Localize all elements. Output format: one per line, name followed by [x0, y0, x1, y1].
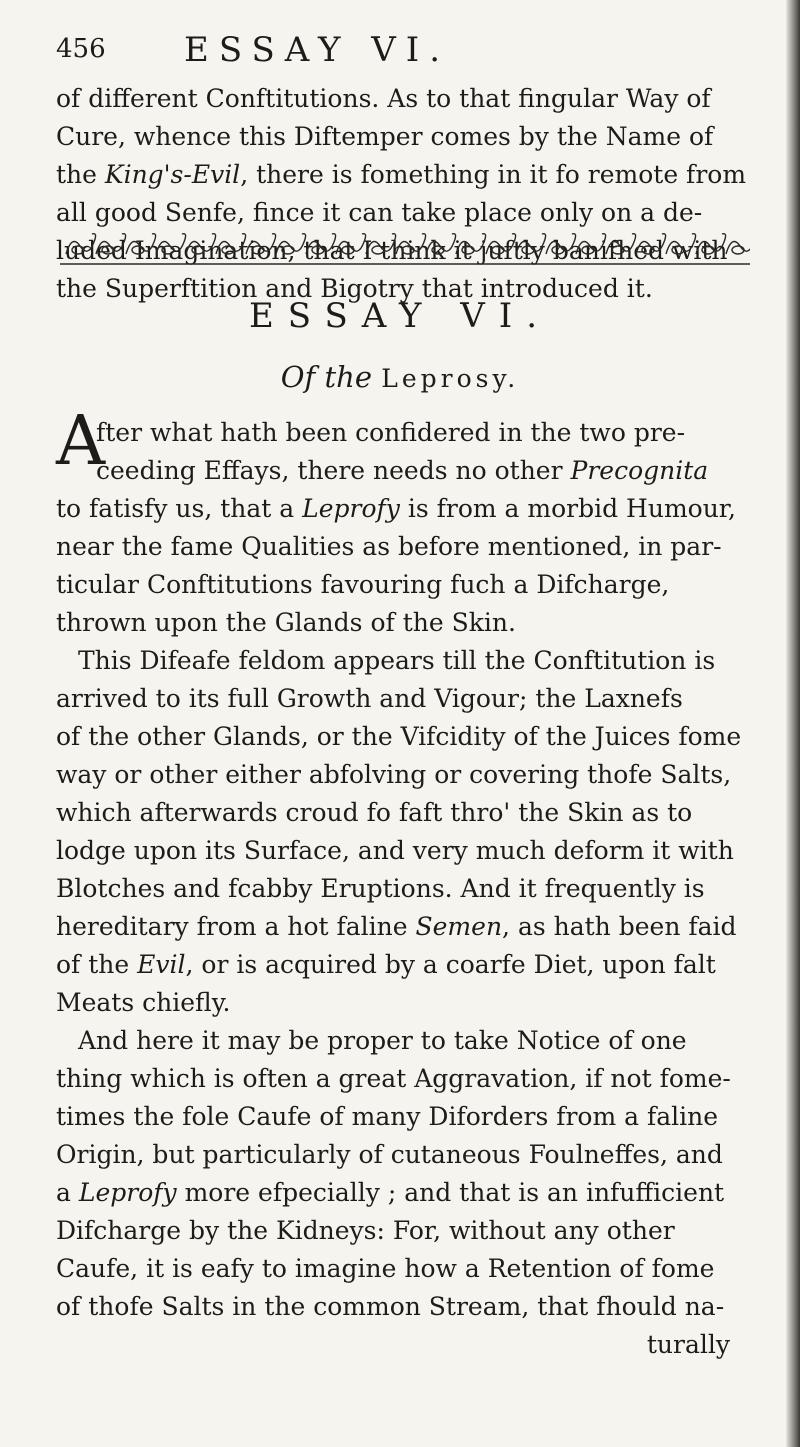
text-run: Blotches and fcabby Eruptions. And it frequently is	[56, 874, 705, 903]
ornament-loop	[282, 246, 294, 254]
text-run: times the fole Caufe of many Diforders from a faline	[56, 1102, 719, 1131]
catchword-line	[56, 1326, 756, 1364]
text-run: of the other Glands, or the Vifcidity of the Juices fome	[56, 722, 742, 751]
ornament-flourish	[66, 234, 96, 254]
text-run: Meats chiefly.	[56, 988, 231, 1017]
text-run: a	[56, 1178, 79, 1207]
text-run: more efpecially ; and that is an infufficient	[176, 1178, 725, 1207]
ornament-flourish	[246, 234, 276, 254]
italic-text-run: King's-Evil	[104, 160, 241, 189]
ornament-flourish	[666, 234, 696, 254]
essay-subtitle	[0, 360, 800, 394]
ornament-loop	[522, 246, 534, 254]
ornament-loop	[252, 246, 264, 254]
page-edge-shadow	[786, 0, 800, 1447]
text-run: , there is fomething in it fo remote from	[240, 160, 747, 189]
text-line: of different Conftitutions. As to that fingular Way of	[56, 84, 711, 113]
italic-text-run: Semen	[415, 912, 503, 941]
ornament-loop	[672, 246, 684, 254]
text-run: This Difeafe feldom appears till the Conftitution is	[78, 646, 716, 675]
ornament-flourish	[186, 234, 216, 254]
text-line	[56, 984, 756, 1022]
text-line: luded Imagination, that I think it juftly banifhed with	[56, 236, 728, 265]
ornament-loop	[552, 246, 564, 254]
text-line	[56, 642, 756, 680]
subtitle-prefix: Of the	[280, 360, 373, 394]
ornament-loop	[462, 246, 474, 254]
text-run: to fatisfy us, that a	[56, 494, 303, 523]
text-line	[56, 756, 756, 794]
catchword: turally	[646, 1330, 730, 1359]
text-run: fter what hath been confidered in the two pre-	[96, 418, 686, 447]
text-line	[56, 870, 756, 908]
ornament-loop	[432, 246, 444, 254]
text-run: ceeding Effays, there needs no other	[96, 456, 571, 485]
ornament-flourish	[696, 234, 726, 254]
essay-body-text	[56, 414, 756, 1326]
ornament-loop	[372, 246, 384, 254]
text-line	[56, 1250, 756, 1288]
ornament-flourish	[486, 234, 516, 254]
ornament-loop	[132, 246, 144, 254]
text-line	[56, 566, 756, 604]
text-run: arrived to its full Growth and Vigour; the Laxnefs	[56, 684, 683, 713]
text-line	[56, 528, 756, 566]
text-run: ticular Conftitutions favouring fuch a Difcharge,	[56, 570, 670, 599]
text-run: Origin, but particularly of cutaneous Foulneffes, and	[56, 1140, 723, 1169]
text-line	[56, 680, 756, 718]
ornament-flourish	[96, 234, 126, 254]
ornament-loop	[702, 246, 714, 254]
text-line	[56, 1174, 756, 1212]
ornament-loop	[162, 246, 174, 254]
text-line	[56, 414, 756, 452]
text-line	[56, 156, 756, 194]
ornament-flourish	[216, 234, 246, 254]
text-line	[56, 1098, 756, 1136]
ornament-loop	[312, 246, 324, 254]
ornament-loop	[582, 246, 594, 254]
text-line	[56, 718, 756, 756]
ornament-flourish	[126, 234, 156, 254]
text-run: , or is acquired by a coarfe Diet, upon falt	[185, 950, 716, 979]
ornament-flourish	[456, 234, 486, 254]
text-run: lodge upon its Surface, and very much deform it with	[56, 836, 734, 865]
ornament-loop	[72, 246, 84, 254]
ornament-flourish	[156, 234, 186, 254]
text-line	[56, 452, 756, 490]
drop-capital: A	[56, 402, 106, 481]
text-line: the Superftition and Bigotry that introduced it.	[56, 274, 653, 303]
text-line	[56, 1212, 756, 1250]
text-line	[56, 1022, 756, 1060]
ornament-flourish	[306, 234, 336, 254]
text-line	[56, 946, 756, 984]
decorative-ornament-band	[60, 226, 750, 270]
text-run: way or other either abfolving or covering thofe Salts,	[56, 760, 732, 789]
text-line	[56, 1136, 756, 1174]
italic-text-run: Leprofy	[78, 1178, 177, 1207]
ornament-loop	[102, 246, 114, 254]
text-run: Difcharge by the Kidneys: For, without any other	[56, 1216, 675, 1245]
text-line	[56, 490, 756, 528]
text-run: hereditary from a hot faline	[56, 912, 416, 941]
text-run: is from a morbid Humour,	[399, 494, 736, 523]
text-line	[56, 908, 756, 946]
text-run: of thofe Salts in the common Stream, that fhould na-	[56, 1292, 725, 1321]
ornament-loop	[222, 246, 234, 254]
text-line: Cure, whence this Diftemper comes by the Name of	[56, 122, 714, 151]
running-title: ESSAY VI.	[184, 30, 451, 70]
ornament-loop	[492, 246, 504, 254]
text-line	[56, 604, 756, 642]
ornament-flourish	[576, 234, 606, 254]
ornament-flourish	[606, 234, 636, 254]
text-run: Caufe, it is eafy to imagine how a Retention of fome	[56, 1254, 715, 1283]
text-run: thing which is often a great Aggravation, if not fome-	[56, 1064, 731, 1093]
text-line	[56, 794, 756, 832]
ornament-flourish	[426, 234, 456, 254]
italic-text-run: Leprofy	[302, 494, 400, 523]
page-number: 456	[56, 34, 106, 64]
text-run: near the fame Qualities as before mentioned, in par-	[56, 532, 722, 561]
ornament-loop	[402, 246, 414, 254]
ornament-loop	[612, 246, 624, 254]
text-line	[56, 1060, 756, 1098]
text-run: which afterwards croud fo faft thro' the Skin as to	[56, 798, 693, 827]
ornament-loop	[342, 246, 354, 254]
ornament-flourish	[546, 234, 576, 254]
essay-heading: ESSAY VI.	[248, 296, 552, 336]
ornament-flourish	[516, 234, 546, 254]
ornament-flourish	[636, 234, 666, 254]
text-run: of the	[56, 950, 138, 979]
continuation-text	[56, 80, 756, 308]
ornament-flourish	[336, 234, 366, 254]
text-run: the	[56, 160, 105, 189]
running-head	[56, 28, 736, 72]
text-line: all good Senfe, fince it can take place only on a de-	[56, 198, 703, 227]
text-line	[56, 1288, 756, 1326]
italic-text-run: Evil	[137, 950, 186, 979]
ornament-flourish	[396, 234, 426, 254]
italic-text-run: Precognita	[570, 456, 709, 485]
ornament-flourish	[366, 234, 396, 254]
text-run: And here it may be proper to take Notice of one	[78, 1026, 687, 1055]
text-line	[56, 832, 756, 870]
ornament-flourish	[276, 234, 306, 254]
ornament-loop	[642, 246, 654, 254]
ornament-loop	[732, 246, 744, 254]
text-run: , as hath been faid	[502, 912, 737, 941]
ornament-loop	[192, 246, 204, 254]
ornament-flourish	[726, 234, 750, 254]
text-run: thrown upon the Glands of the Skin.	[56, 608, 516, 637]
subtitle-word: Leprosy.	[381, 364, 520, 393]
